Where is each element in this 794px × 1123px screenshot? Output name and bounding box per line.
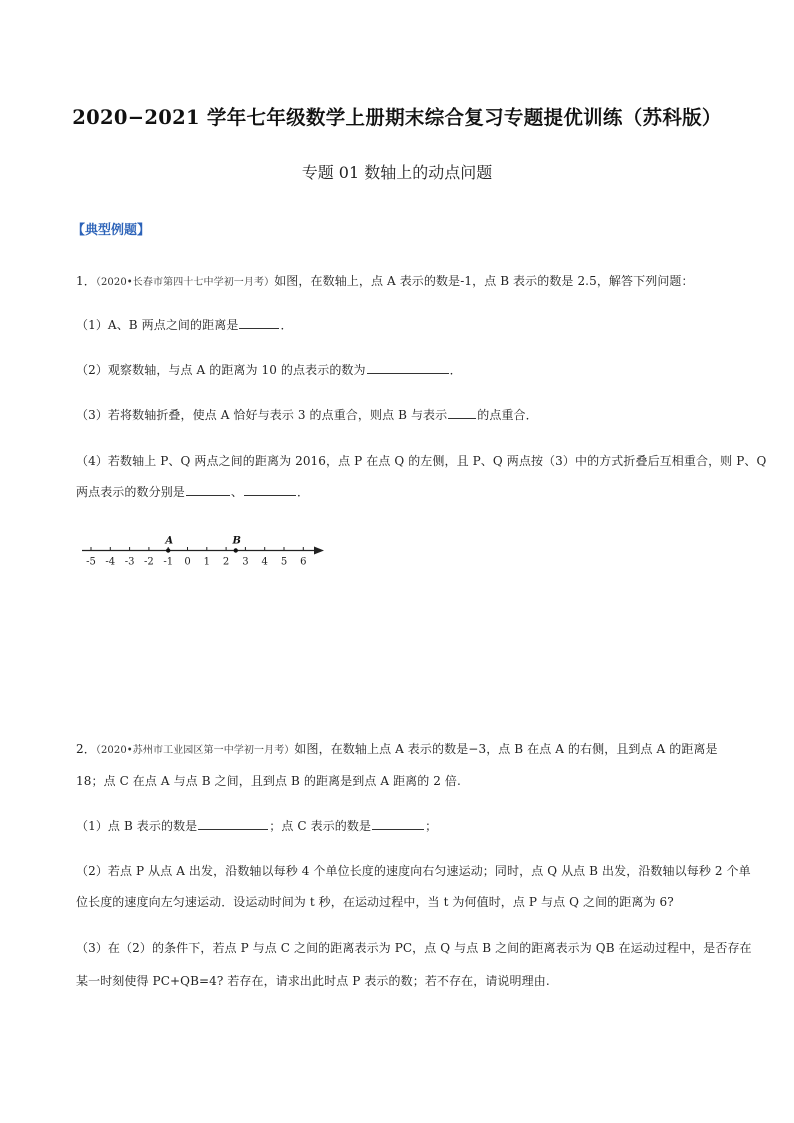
q2-part1-text-b: ；点 C 表示的数是 xyxy=(269,819,372,833)
page-title: 2020−2021 学年七年级数学上册期末综合复习专题提优训练（苏科版） xyxy=(72,106,722,129)
tick-label: 5 xyxy=(280,556,288,568)
tick-label: 0 xyxy=(184,556,191,568)
q1-part4-text: 两点表示的数分别是 xyxy=(76,485,185,499)
section-label: 【典型例题】 xyxy=(72,223,151,238)
tick-label: 6 xyxy=(300,556,307,568)
q2-stem-text: 如图，在数轴上点 A 表示的数是−3，点 B 在点 A 的右侧，且到点 A 的距离是 xyxy=(294,742,718,756)
tick-label: -5 xyxy=(86,556,96,568)
q1-part1 xyxy=(76,316,293,333)
q2-part2-line1: （2）若点 P 从点 A 出发，沿数轴以每秒 4 个单位长度的速度向右匀速运动；同时，点 Q 从点 B 出发，沿数轴以每秒 2 个单 xyxy=(76,864,751,878)
point-b-label: B xyxy=(232,535,241,547)
q2-number: 2． xyxy=(76,742,96,756)
q1-stem-text: 如图，在数轴上，点 A 表示的数是-1，点 B 表示的数是 2.5，解答下列问题： xyxy=(274,274,694,288)
answer-blank[interactable] xyxy=(448,406,476,419)
q2-stem-line1 xyxy=(76,740,718,757)
point-b-dot xyxy=(234,548,238,552)
tick-label: -2 xyxy=(144,556,154,568)
q1-stem xyxy=(76,272,694,289)
q1-number: 1． xyxy=(76,274,96,288)
tick-label: -1 xyxy=(163,556,174,568)
arrow-head-icon xyxy=(314,547,324,555)
q2-source: （2020•苏州市工业园区第一中学初一月考） xyxy=(95,745,295,756)
q2-part1-text-a: （1）点 B 表示的数是 xyxy=(76,819,198,833)
tick-label: -4 xyxy=(105,556,116,568)
answer-blank[interactable] xyxy=(367,361,449,374)
q1-part3-text-b: 的点重合． xyxy=(477,408,538,422)
answer-blank[interactable] xyxy=(372,817,424,830)
point-a-label: A xyxy=(165,535,174,547)
q2-part3-line2: 某一时刻使得 PC+QB=4? 若存在，请求出此时点 P 表示的数；若不存在，请说明理由. xyxy=(76,974,550,988)
page-subtitle: 专题 01 数轴上的动点问题 xyxy=(301,163,493,182)
q2-part1-end: ； xyxy=(425,819,438,833)
tick-label: 2 xyxy=(222,556,230,568)
q2-part3-line1: （3）在（2）的条件下，若点 P 与点 C 之间的距离表示为 PC，点 Q 与点 B 之间的距离表示为 QB 在运动过程中，是否存在 xyxy=(76,941,752,955)
tick-label: 3 xyxy=(242,556,249,568)
number-line-figure xyxy=(76,530,336,570)
q1-part4-line1: （4）若数轴上 P、Q 两点之间的距离为 2016，点 P 在点 Q 的左侧，且 P、Q 两点按（3）中的方式折叠后互相重合，则 P、Q xyxy=(76,454,767,468)
q2-part1 xyxy=(76,817,437,834)
q1-part2 xyxy=(76,361,462,378)
q2-stem-line2: 18；点 C 在点 A 与点 B 之间，且到点 B 的距离是到点 A 距离的 2 倍. xyxy=(76,774,461,788)
answer-blank[interactable] xyxy=(244,483,296,496)
answer-blank[interactable] xyxy=(239,316,279,329)
tick-label: 1 xyxy=(203,556,210,568)
q2-part2-line2: 位长度的速度向左匀速运动．设运动时间为 t 秒，在运动过程中，当 t 为何值时，点 P 与点 Q 之间的距离为 6? xyxy=(76,895,674,909)
q1-part4-end: ． xyxy=(297,485,310,499)
tick-label: 4 xyxy=(261,556,268,568)
q1-part1-end: ． xyxy=(280,318,293,332)
q1-part4-sep: 、 xyxy=(230,485,244,499)
q1-part3-text-a: （3）若将数轴折叠，使点 A 恰好与表示 3 的点重合，则点 B 与表示 xyxy=(76,408,448,422)
tick-label: -3 xyxy=(124,556,135,568)
answer-blank[interactable] xyxy=(198,817,268,830)
q1-part2-end: ． xyxy=(449,363,462,377)
q1-part1-text: （1）A、B 两点之间的距离是 xyxy=(76,318,239,332)
q1-source: （2020•长春市第四十七中学初一月考） xyxy=(95,277,275,288)
q1-part2-text: （2）观察数轴，与点 A 的距离为 10 的点表示的数为 xyxy=(76,363,366,377)
q1-part3 xyxy=(76,406,538,423)
point-a-dot xyxy=(166,548,170,552)
q1-part4-line2 xyxy=(76,483,309,500)
answer-blank[interactable] xyxy=(186,483,230,496)
